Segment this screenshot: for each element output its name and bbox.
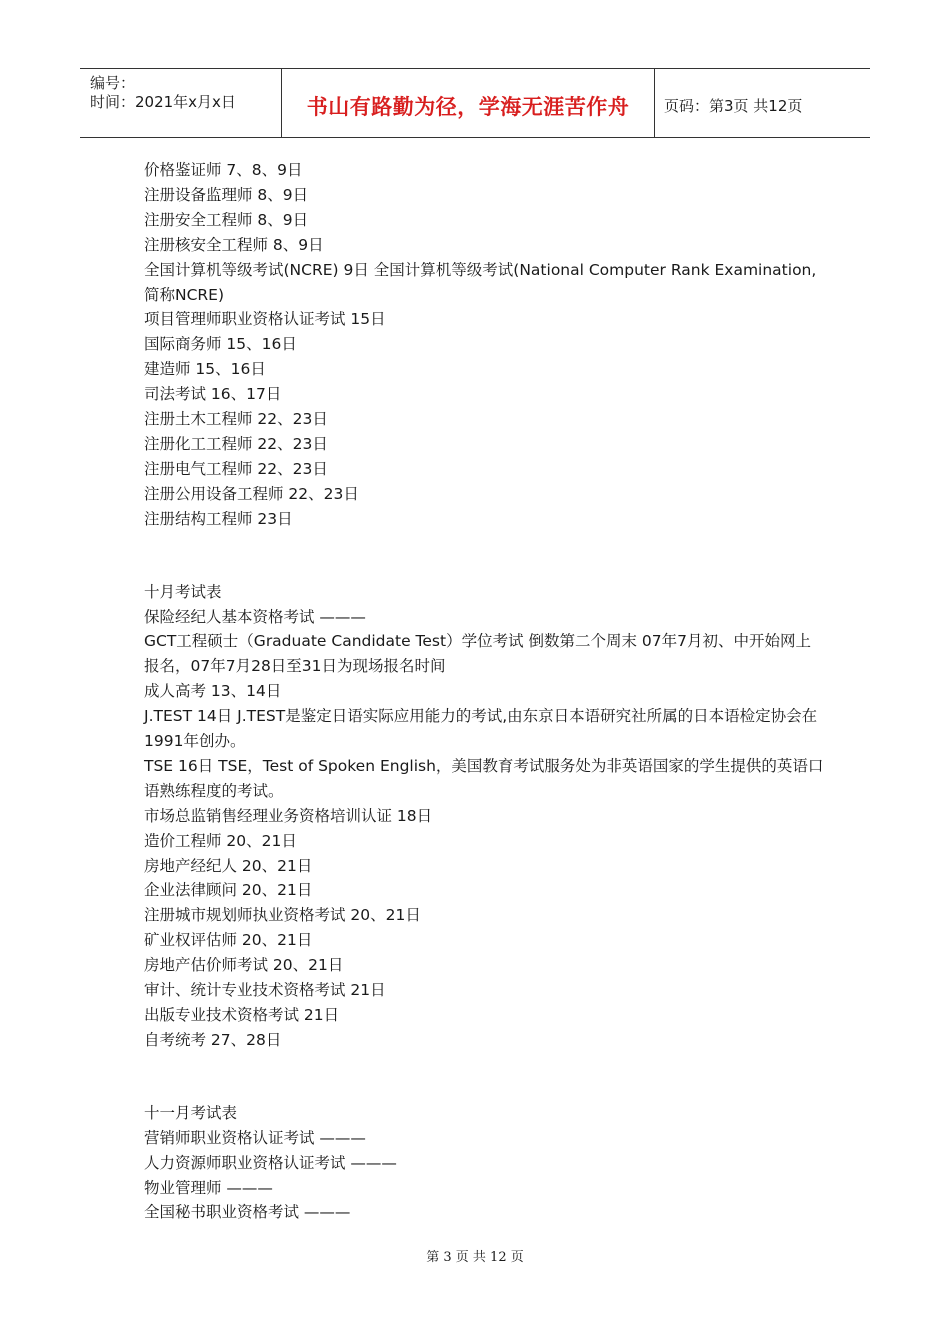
page-number-label: 页码：第3页 共12页 (664, 97, 803, 115)
exam-list-continued (144, 158, 824, 532)
list-item: 注册安全工程师 8、9日 (144, 210, 309, 229)
list-item: 项目管理师职业资格认证考试 15日 (144, 310, 386, 329)
list-item: 营销师职业资格认证考试 ——— (144, 1128, 366, 1147)
page-header (80, 68, 870, 138)
page-footer: 第 3 页 共 12 页 (426, 1250, 524, 1265)
list-item: 注册公用设备工程师 22、23日 (144, 484, 359, 503)
header-motto: 书山有路勤为径，学海无涯苦作舟 (306, 94, 630, 119)
list-item: 人力资源师职业资格认证考试 ——— (144, 1153, 397, 1172)
time-label: 时间：2021年x月x日 (90, 93, 236, 111)
serial-label: 编号： (90, 74, 136, 92)
list-item: 房地产估价师考试 20、21日 (144, 956, 344, 975)
section-title: 十月考试表 (144, 582, 222, 601)
list-item: 自考统考 27、28日 (144, 1030, 282, 1049)
list-item: 保险经纪人基本资格考试 ——— (144, 607, 366, 626)
list-item: TSE 16日 TSE，Test of Spoken English，美国教育考试服务处为非英语国家的学生提供的英语口语熟练程度的考试。 (144, 756, 824, 800)
list-item: 成人高考 13、14日 (144, 682, 282, 701)
header-middle-cell (281, 69, 655, 137)
list-item: 注册土木工程师 22、23日 (144, 410, 328, 429)
list-item: 国际商务师 15、16日 (144, 335, 297, 354)
section-gap (144, 1053, 824, 1101)
november-section (144, 1101, 824, 1226)
list-item: 全国秘书职业资格考试 ——— (144, 1203, 351, 1222)
list-item: 全国计算机等级考试(NCRE) 9日 全国计算机等级考试(National Computer Rank Examination,简称NCRE) (144, 260, 817, 304)
list-item: 注册电气工程师 22、23日 (144, 459, 328, 478)
list-item: 建造师 15、16日 (144, 360, 266, 379)
list-item: 出版专业技术资格考试 21日 (144, 1006, 340, 1024)
list-item: 价格鉴证师 7、8、9日 (144, 161, 303, 179)
list-item: 物业管理师 ——— (144, 1178, 273, 1197)
list-item: 造价工程师 20、21日 (144, 831, 297, 850)
list-item: 司法考试 16、17日 (144, 385, 282, 404)
document-body (144, 158, 824, 1225)
list-item: 审计、统计专业技术资格考试 21日 (144, 981, 386, 1000)
list-item: GCT工程硕士（Graduate Candidate Test）学位考试 倒数第二个周末 07年7月初、中开始网上报名，07年7月28日至31日为现场报名时间 (144, 632, 812, 676)
list-item: 注册核安全工程师 8、9日 (144, 235, 324, 254)
october-section (144, 580, 824, 1053)
list-item: J.TEST 14日 J.TEST是鉴定日语实际应用能力的考试,由东京日本语研究社所属的日本语检定协会在1991年创办。 (144, 707, 818, 751)
list-item: 注册设备监理师 8、9日 (144, 185, 309, 204)
section-gap (144, 532, 824, 580)
list-item: 企业法律顾问 20、21日 (144, 881, 313, 900)
list-item: 市场总监销售经理业务资格培训认证 18日 (144, 806, 433, 825)
header-left-cell (80, 69, 280, 137)
header-right-cell (654, 69, 870, 137)
list-item: 注册结构工程师 23日 (144, 509, 293, 528)
list-item: 注册化工工程师 22、23日 (144, 434, 328, 453)
list-item: 注册城市规划师执业资格考试 20、21日 (144, 906, 421, 925)
section-title: 十一月考试表 (144, 1103, 238, 1122)
list-item: 矿业权评估师 20、21日 (144, 931, 313, 950)
list-item: 房地产经纪人 20、21日 (144, 856, 313, 875)
